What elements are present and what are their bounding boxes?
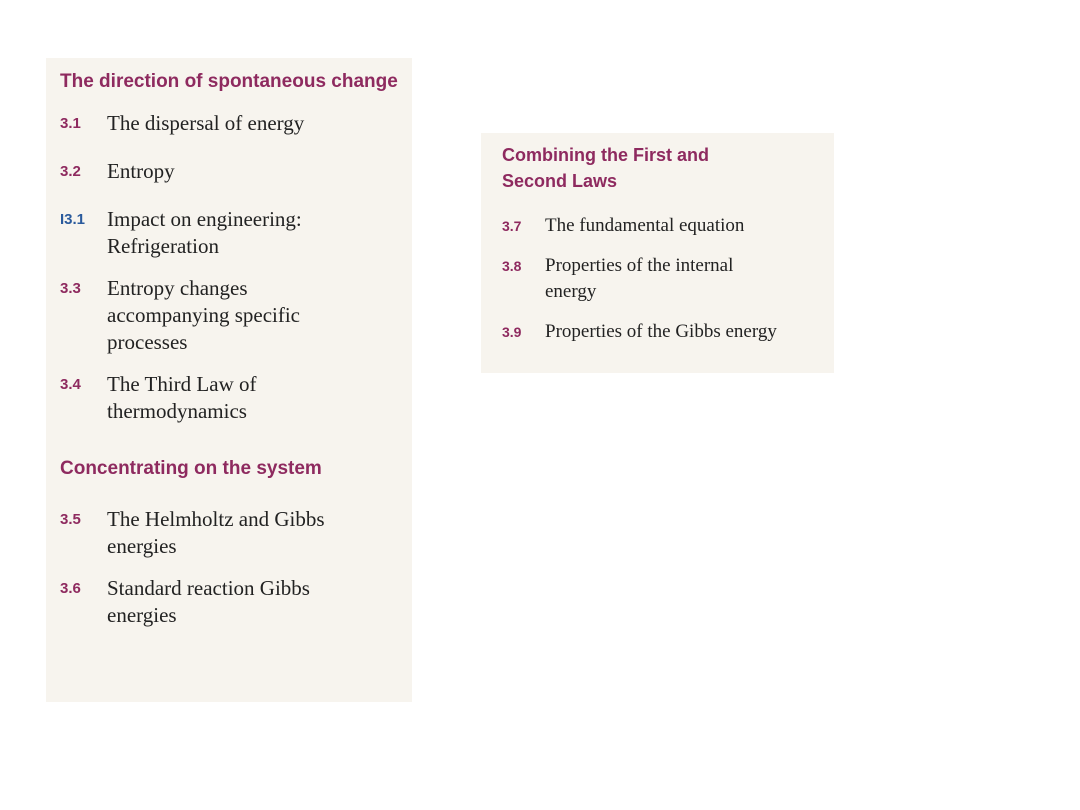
section-title: The Helmholtz and Gibbs energies xyxy=(107,507,325,558)
section-title: Entropy changes accompanying specific processes xyxy=(107,276,300,354)
toc-entry-3-6[interactable] xyxy=(60,575,398,629)
section-number: 3.8 xyxy=(502,258,522,274)
section-title: The dispersal of energy xyxy=(107,111,305,135)
toc-entry-3-8[interactable] xyxy=(502,253,824,305)
section-number: 3.2 xyxy=(60,163,81,180)
toc-entry-i3-1[interactable] xyxy=(60,206,398,260)
section-title: Properties of the internal energy xyxy=(545,255,734,302)
section-heading-concentrating-on-system: Concentrating on the system xyxy=(60,458,322,479)
section-number: 3.9 xyxy=(502,324,522,340)
toc-entry-3-9[interactable] xyxy=(502,319,824,345)
section-number: 3.7 xyxy=(502,218,522,234)
section-number: 3.6 xyxy=(60,580,81,597)
impact-number: I3.1 xyxy=(60,211,86,228)
toc-entry-3-1[interactable] xyxy=(60,110,398,138)
section-number: 3.4 xyxy=(60,376,81,393)
section-number: 3.5 xyxy=(60,511,81,528)
toc-entry-3-7[interactable] xyxy=(502,213,824,239)
toc-entry-3-2[interactable] xyxy=(60,158,398,186)
toc-entry-3-5[interactable] xyxy=(60,506,398,560)
section-title: Impact on engineering: Refrigeration xyxy=(107,207,302,258)
section-title: Properties of the Gibbs energy xyxy=(545,321,777,342)
contents-panel-right xyxy=(481,133,834,373)
section-title: The fundamental equation xyxy=(545,215,745,236)
section-heading-spontaneous-change: The direction of spontaneous change xyxy=(60,71,398,92)
contents-panel-left xyxy=(46,58,412,702)
section-title: Entropy xyxy=(107,159,175,183)
toc-entry-3-3[interactable] xyxy=(60,275,398,356)
section-heading-first-second-laws: Combining the First and Second Laws xyxy=(502,145,709,191)
section-number: 3.3 xyxy=(60,280,81,297)
toc-entry-3-4[interactable] xyxy=(60,371,398,425)
section-number: 3.1 xyxy=(60,115,81,132)
section-title: Standard reaction Gibbs energies xyxy=(107,576,310,627)
section-title: The Third Law of thermodynamics xyxy=(107,372,257,423)
